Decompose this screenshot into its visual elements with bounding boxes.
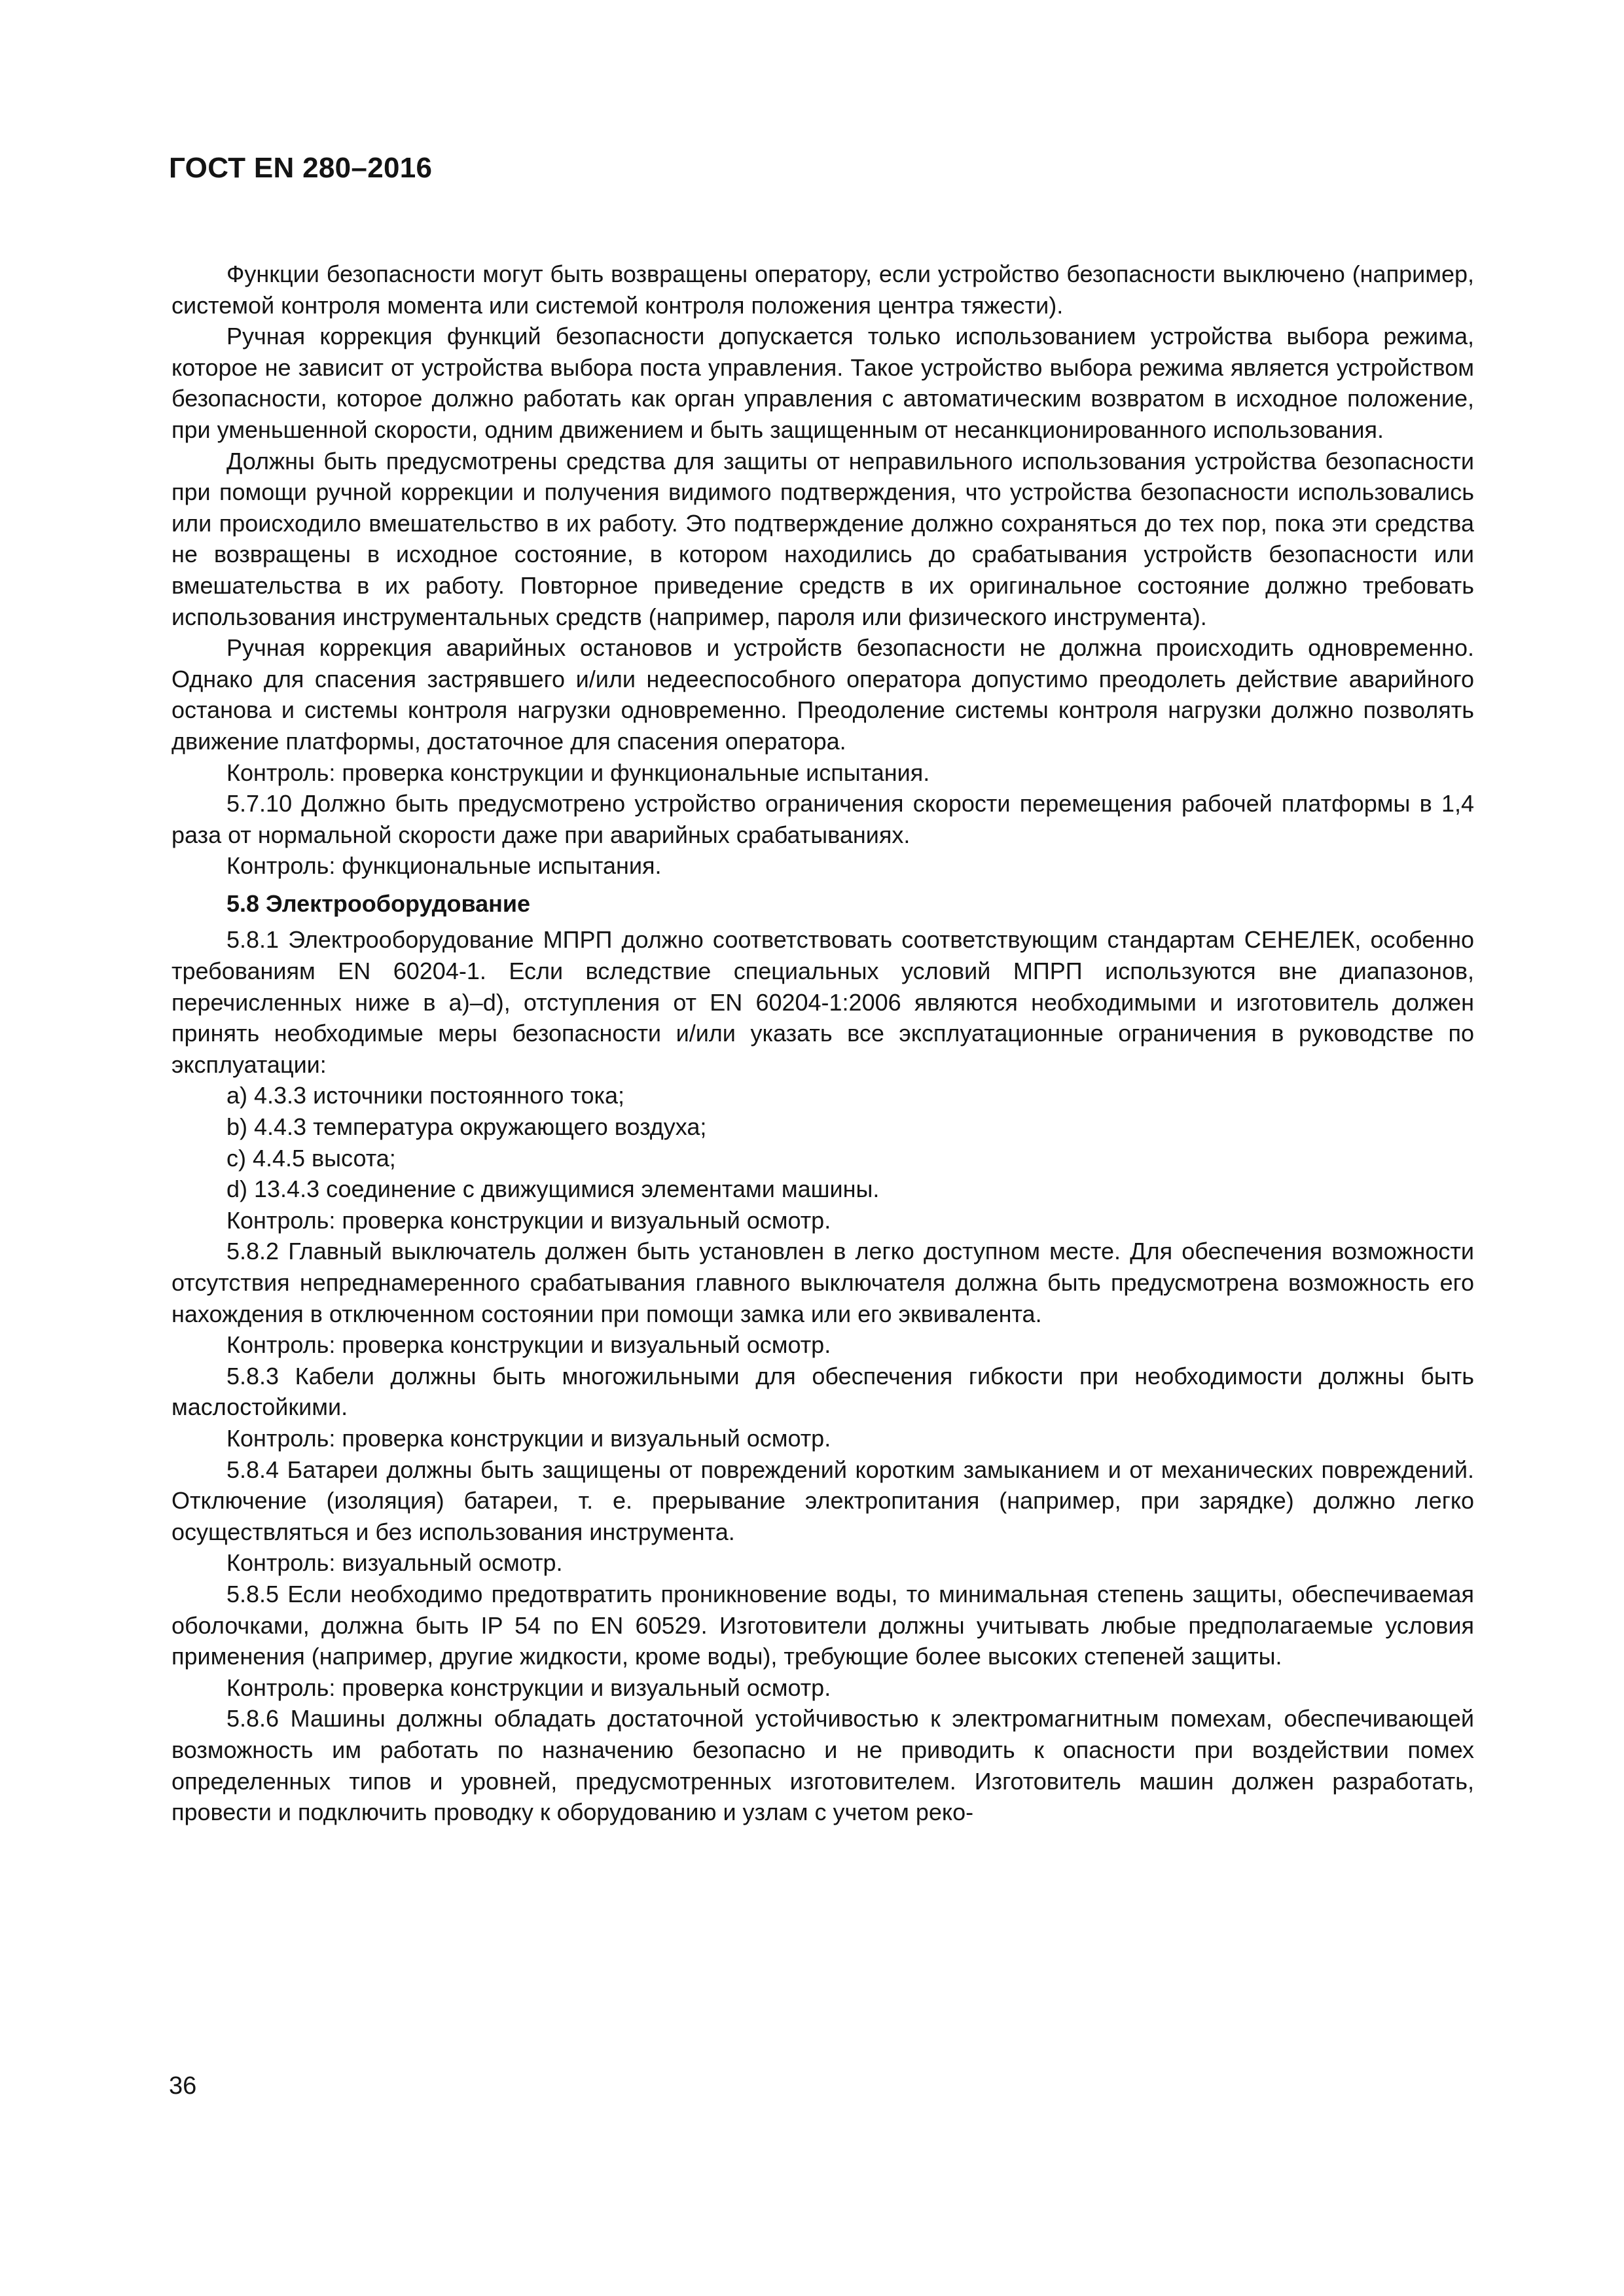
control-note: Контроль: визуальный осмотр. xyxy=(226,1549,563,1577)
list-item: a) 4.3.3 источники постоянного тока; xyxy=(226,1082,625,1109)
paragraph: Ручная коррекция функций безопасности допускается только использованием устройства выбора режима, которое не зависит от устройства выбора поста управления. Такое устройство выбора режима является устройством безопасности, которое должно работать как орган управления с автоматическим возвратом в исходное положение, при уменьшенной скорости, одним движением и быть защищенным от несанкционированного использования. xyxy=(171,323,1474,443)
control-note: Контроль: проверка конструкции и визуальный осмотр. xyxy=(226,1206,831,1234)
control-note: Контроль: проверка конструкции и функциональные испытания. xyxy=(226,759,930,786)
paragraph: Должны быть предусмотрены средства для защиты от неправильного использования устройства безопасности при помощи ручной коррекции и получения видимого подтверждения, что устройства безопасности использовались или происходило вмешательство в их работу. Это подтверждение должно сохраняться до тех пор, пока эти средства не возвращены в исходное состояние, в котором находились до срабатывания устройств безопасности или вмешательства в их работу. Повторное приведение средств в их оригинальное состояние должно требовать использования инструментальных средств (например, пароля или физического инструмента). xyxy=(171,447,1474,630)
control-note: Контроль: функциональные испытания. xyxy=(226,852,662,880)
list-item: c) 4.4.5 высота; xyxy=(226,1144,396,1172)
paragraph: 5.8.2 Главный выключатель должен быть установлен в легко доступном месте. Для обеспечения возможности отсутствия непреднамеренного срабатывания главного выключателя должна быть предусмотрена возможность его нахождения в отключенном состоянии при помощи замка или его эквивалента. xyxy=(171,1238,1474,1327)
list-item: d) 13.4.3 соединение с движущимися элементами машины. xyxy=(226,1175,880,1203)
paragraph: Ручная коррекция аварийных остановов и устройств безопасности не должна происходить одновременно. Однако для спасения застрявшего и/или недееспособного оператора допустимо преодолеть действие аварийного останова и системы контроля нагрузки одновременно. Преодоление системы контроля нагрузки должно позволять движение платформы, достаточное для спасения оператора. xyxy=(171,634,1474,755)
page-number: 36 xyxy=(169,2072,197,2100)
paragraph: 5.8.5 Если необходимо предотвратить проникновение воды, то минимальная степень защиты, обеспечиваемая оболочками, должна быть IP 54 по EN 60529. Изготовители должны учитывать любые предполагаемые условия применения (например, другие жидкости, кроме воды), требующие более высоких степеней защиты. xyxy=(171,1580,1474,1670)
paragraph: Функции безопасности могут быть возвращены оператору, если устройство безопасности выключено (например, системой контроля момента или системой контроля положения центра тяжести). xyxy=(171,260,1474,319)
paragraph: 5.8.1 Электрооборудование МПРП должно соответствовать соответствующим стандартам СЕНЕЛЕК, особенно требованиям EN 60204-1. Если вследствие специальных условий МПРП используются вне диапазонов, перечисленных ниже в а)–d), отступления от EN 60204-1:2006 являются необходимыми и изготовитель должен принять необходимые меры безопасности и/или указать все эксплуатационные ограничения в руководстве по эксплуатации: xyxy=(171,926,1474,1078)
control-note: Контроль: проверка конструкции и визуальный осмотр. xyxy=(226,1674,831,1701)
section-heading: 5.8 Электрооборудование xyxy=(226,889,531,917)
list-item: b) 4.4.3 температура окружающего воздуха; xyxy=(226,1113,707,1141)
paragraph: 5.8.4 Батареи должны быть защищены от повреждений коротким замыканием и от механических повреждений. Отключение (изоляция) батареи, т. е. прерывание электропитания (например, при зарядке) должно легко осуществляться и без использования инструмента. xyxy=(171,1456,1474,1545)
control-note: Контроль: проверка конструкции и визуальный осмотр. xyxy=(226,1424,831,1452)
document-header: ГОСТ EN 280–2016 xyxy=(169,152,433,184)
paragraph: 5.8.6 Машины должны обладать достаточной устойчивостью к электромагнитным помехам, обеспечивающей возможность им работать по назначению безопасно и не приводить к опасности при воздействии помех определенных типов и уровней, предусмотренных изготовителем. Изготовитель машин должен разработать, провести и подключить проводку к оборудованию и узлам с учетом реко- xyxy=(171,1705,1474,1826)
document-body xyxy=(171,259,1474,1828)
paragraph: 5.8.3 Кабели должны быть многожильными для обеспечения гибкости при необходимости должны быть маслостойкими. xyxy=(171,1362,1474,1421)
control-note: Контроль: проверка конструкции и визуальный осмотр. xyxy=(226,1331,831,1359)
paragraph: 5.7.10 Должно быть предусмотрено устройство ограничения скорости перемещения рабочей платформы в 1,4 раза от нормальной скорости даже при аварийных срабатываниях. xyxy=(171,790,1474,848)
